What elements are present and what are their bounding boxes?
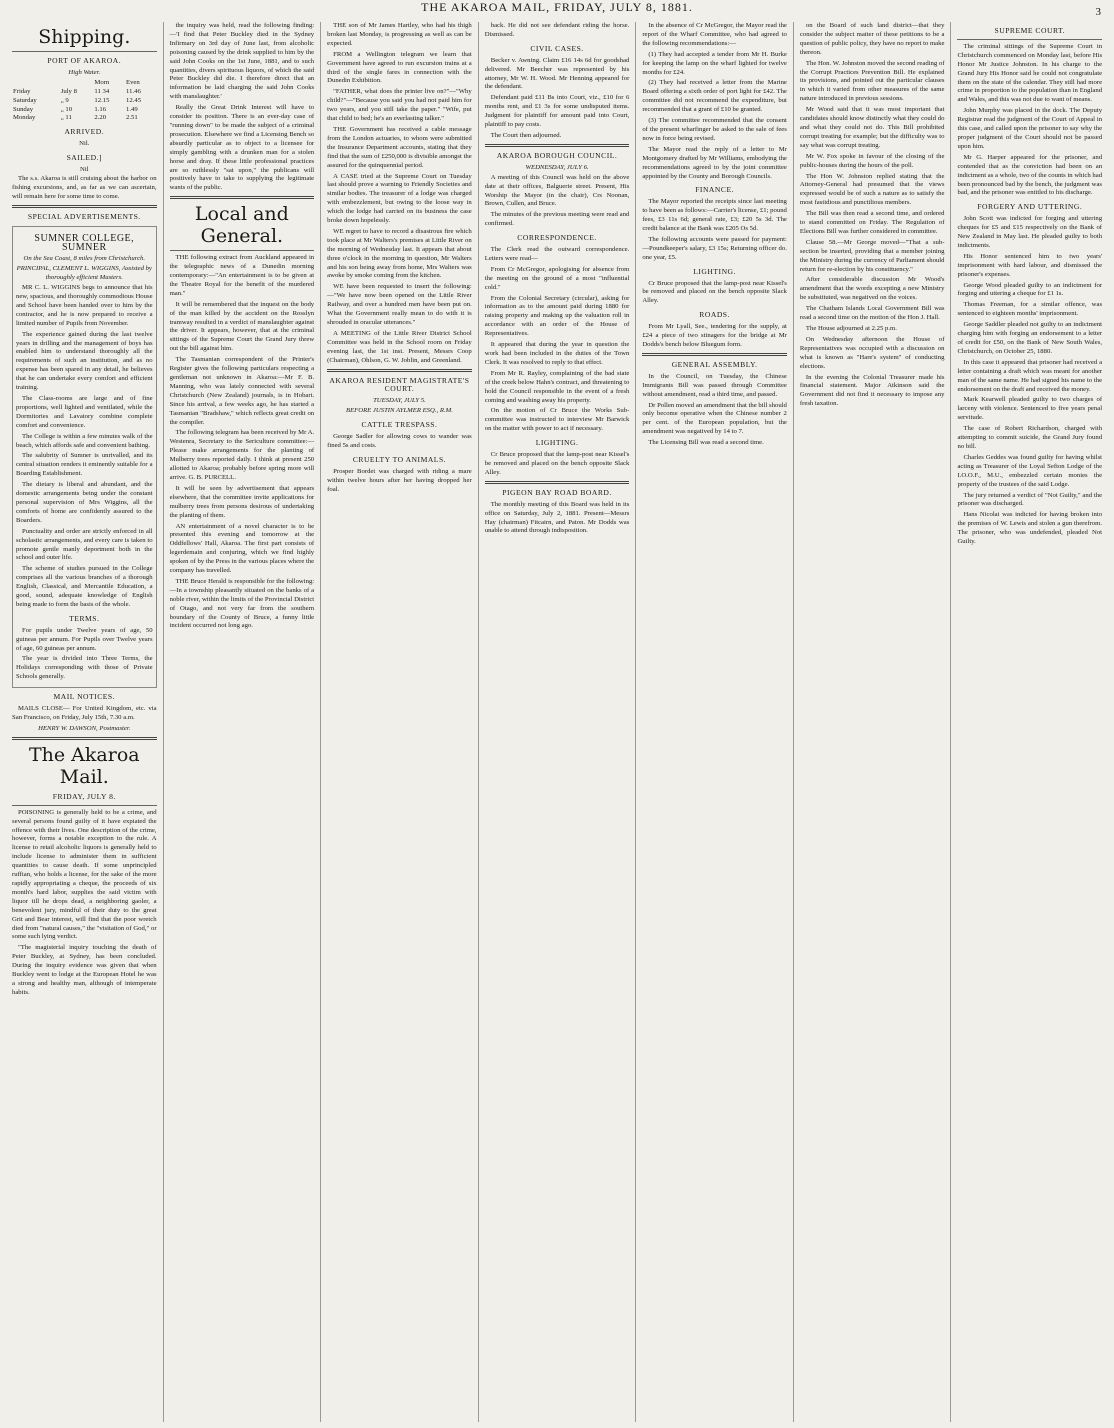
masthead-title: THE AKAROA MAIL, FRIDAY, JULY 8, 1881. [421,0,693,14]
article-paragraph: On the motion of Cr Bruce the Works Sub-committee was instructed to interview Mr Barwick on the matter with power to act if necessary. [484,407,630,433]
article-paragraph: From the Colonial Secretary (circular), asking for information as to the amount paid during 1880 for raising property and making up the valuation roll in accordance with an order of the House of Representatives. [484,294,630,338]
section-heading: FINANCE. [695,185,734,195]
tide-cell: 11.46 [125,87,141,95]
arrived-nil: Nil. [79,140,90,148]
local-paragraph: The Tasmanian correspondent of the Printer's Register gives the following particulars respecting a gentleman not unknown in Akaroa:—Mr F. B. Manning, who was lately connected with several Christchurch (New Zealand) journals, is in Hobart. Since his arrival, a few weeks ago, he has started a Tasmanian "Bradshaw," which reflects great credit on the compiler. [169,356,315,426]
article-paragraph: John Murphy was placed in the dock. The Deputy Registrar read the judgment of the Court of Appeal in this case, and called upon the prisoner to say why the proper judgment of the Court should not be passed upon him. [957,107,1103,150]
tide-cell: 12.45 [125,96,142,104]
article-paragraph: Cr Bruce proposed that the lamp-post near Kissel's be removed and placed on the bench opposite Slack Alley. [484,451,630,476]
leader-paragraph: "The magisterial inquiry touching the death of Peter Buckley, at Sydney, has been concluded. During the inquiry evidence was given that when Buckley went to lodge at the European Hotel he was a strong and healthy man, although of intemperate habits. [12,944,157,996]
tide-cell: 1.49 [125,105,138,113]
article-paragraph: Mr W. Fox spoke in favour of the closing of the public-houses during the hours of the poll. [799,152,945,169]
section-heading: FORGERY AND UTTERING. [977,202,1083,212]
article-paragraph: A MEETING of the Little River District School Committee was held in the School room on Friday evening last, the 1st inst. Present, Messrs Coop (Chairman), Ohlson, G. W. Joblin, and Greenland. [327,329,472,364]
article-paragraph: Dr Pollen moved an amendment that the bill should only become operative when the Chinese number 2 per cent. of the European population, but the amendment was negatived by 14 to 7. [642,401,787,436]
article-paragraph: Mr Wood said that it was most important that candidates should know distinctly what they could do and what they could not do. This Bill prohibited corrupt treating for example; but the difficulty was to say what was corrupt treating. [799,106,945,149]
mail-notice-text: MAILS CLOSE— For United Kingdom, etc. via San Francisco, on Friday, July 15th, 7.30 a.m. [12,705,157,721]
article-paragraph: His Honor sentenced him to two years' imprisonment with hard labour, and dismissed the prisoner's expenses. [957,252,1103,278]
article-paragraph: Charles Geddes was found guilty for having whilst acting as Treasurer of the Loyal Sefton Lodge of the I.O.O.F., M.U., embezzled certain monies the property of the trustees of the said Lodge. [957,453,1103,488]
divider [12,737,157,740]
ad-paragraph: MR C. L. WIGGINS begs to announce that his new, spacious, and thoroughly commodious House and School have been handed over to him by the contractor, and he is now prepared to receive a limited number of Pupils from November. [16,284,153,327]
column-4 [478,22,636,1422]
tide-cell: 1.16 [94,105,107,113]
tide-cell: July 8 [60,87,77,95]
divider [327,369,472,372]
divider [485,481,630,484]
article-paragraph: In this case it appeared that prisoner had received a letter containing a draft which was meant for another man of the same name. He had signed his name to the endorsement on the draft and received the money. [957,358,1103,393]
ad-paragraph: The dietary is liberal and abundant, and the domestic arrangements being under the constant personal supervision of Mrs Wiggins, all the comforts of home are confidently assured to the Boarders. [16,481,153,524]
article-paragraph: In the Council, on Tuesday, the Chinese Immigrants Bill was passed through Committee without amendment, read a third time, and passed. [642,372,787,398]
arrived-heading: ARRIVED. [64,127,105,137]
article-paragraph: George Wood pleaded guilty to an indictment for forging and uttering a cheque for £1 1s. [957,281,1103,298]
article-paragraph: Hans Nicolai was indicted for having broken into the premises of W. Lewis and stolen a gun therefrom. The prisoner, who was undefended, pleaded Not Guilty. [957,511,1103,546]
article-paragraph: The Court then adjourned. [490,131,562,139]
tide-cell: 2.20 [94,114,107,122]
article-paragraph: Becker v. Awning. Claim £16 14s 6d for goodshad delivered. Mr Beecher was represented by his attorney, Mr W. H. Wood. Mr Henning appeared for the defendant. [484,56,630,91]
ad-paragraph: The Class-rooms are large and of fine proportions, well lighted and ventilated, while the Dormitories and Lavatory combine complete comfort and convenience. [16,395,153,429]
divider [485,144,630,147]
article-paragraph: The Clerk read the outward correspondence. Letters were read— [484,246,630,262]
sailed-heading: SAILED.] [66,153,102,163]
port-heading: PORT OF AKAROA. [47,56,122,65]
college-principal: PRINCIPAL, CLEMENT L. WIGGINS, Assisted by thoroughly efficient Masters. [16,265,152,282]
tide-cell: 12.15 [94,96,110,104]
local-paragraph: THE Bruce Herald is responsible for the following:—In a township pleasantly situated on the banks of a noble river, within the limits of the Provincial District of Otago, and not very far from the southern boundary of the County of Bruce, a funny little incident occurred not long ago. [169,577,315,630]
case-text: Prosper Bordet was charged with riding a mare within twelve hours after her having dropped her foal. [327,467,472,493]
terms-heading: TERMS. [69,613,100,623]
road-board-heading: PIGEON BAY ROAD BOARD. [502,487,612,497]
article-paragraph: (2) They had received a letter from the Marine Board offering a sixth order of port light for £42. The committee did not recommend the expenditure, but recommended that a grant of £10 be granted. [642,79,787,114]
column-6 [793,22,951,1422]
section-heading: LIGHTING. [693,266,736,276]
article-paragraph: The Licensing Bill was read a second time. [648,439,764,447]
article-paragraph: A CASE tried at the Supreme Court on Tuesday last should prove a warning to Friendly Societies and similar bodies. The treasurer of a lodge was charged with embezzlement, but owing to the loose way in which the lodge had carried on its business the case broke down hopelessly. [327,172,472,225]
local-general-heading: Local and General. [194,203,289,248]
court-magistrate: BEFORE JUSTIN AYLMER ESQ., R.M. [346,407,453,415]
article-paragraph: on the Board of such land district—that they consider the subject matter of these petitions to be a question of public policy, they have no report to make thereon. [799,22,945,56]
article-paragraph: From Cr McGregor, apologising for absence from the meeting on the ground of a most "influential cold." [484,265,630,291]
special-ads-heading: SPECIAL ADVERTISEMENTS. [27,211,141,221]
article-paragraph: The minutes of the previous meeting were read and confirmed. [484,211,630,228]
tide-cell: Friday [13,87,31,95]
shipping-note: The s.s. Akaroa is still cruising about the harbor on fishing excursions, and, as far as we can ascertain, will remain here for some time to come. [12,174,157,200]
article-paragraph: "FATHER, what does the printer live on?"—"Why child?"—"Because you said you had not paid him for two years, and you still take the paper." "Wife, put that child to bed; he's an everlasting talker." [327,88,472,123]
divider [12,51,157,52]
leader-paragraph: POISONING is generally held to be a crime, and several persons found guilty of it have expiated the offence with their lives. One description of the crime, however, forms a notable exception to the rule. A license to retail alcoholic liquors is generally held to include license to administer them in sufficient quantities to cause death. If some unprincipled ruffian, who holds a license, for the sake of the more rapidly appropriating a cheque, the proceeds of six month's hard labor, supplies the said victim with liquor till he drops dead, a neighboring gaoler, a benevolent jury, mindful of their duty to the great Grit and Bear interest, will find that the poor wretch died from "natural causes," the "visitation of God," or some such lying verdict. [12,808,157,941]
tide-cell: 11 34 [94,87,110,95]
article-paragraph: From Mr Lyall, See., tendering for the supply, at £24 a piece of two stinagers for the bridge at Mr Dodds's bench below Bluegum form. [642,323,787,348]
divider [642,353,787,356]
tide-cell: 2.51 [125,114,138,122]
article-paragraph: George Saddler pleaded not guilty to an indictment charging him with forging an endorsement to a letter of credit for £50, on the Bank of New South Wales, Christchurch, on October 25, 1880. [957,321,1103,355]
article-paragraph: Thomas Freeman, for a similar offence, was sentenced to eighteen months' imprisonment. [957,301,1103,318]
article-paragraph: WE have been requested to insert the following:—"We have now been opened on the Little River Railway, and over a hundred men have been put on. What the Government really mean to do with it is shrouded in oracular utterances." [327,283,472,326]
column-1 [6,22,163,1422]
local-paragraph: THE following extract from Auckland appeared in the telegraphic news of a Dunedin morning contemporary:—"An entertainment is to be given at the Theatre Royal for the benefit of the murdered man." [169,254,315,297]
tide-header [12,79,157,88]
tide-head-cell [60,79,94,88]
article-paragraph: From Mr R. Rayley, complaining of the bad state of the creek below Hahn's contract, and threatening to hold the Council responsible in the event of a fresh coming and washing away his property. [484,369,630,404]
article-paragraph: WE regret to have to record a disastrous fire which took place at Mr Walters's premises at Little River on the morning of Wednesday last. It appears that about three o'clock in the morning in question, Mr Walters and his son being away from home, Mrs Walters was awoke by smoke coming from the kitchen. [327,227,472,280]
case-heading: CRUELTY TO ANIMALS. [352,454,447,464]
local-paragraph: AN entertainment of a novel character is to be presented this evening and tomorrow at the Oddfellows' Hall, Akaroa. The first part consists of legerdemain and conjuring, which we find highly spoken of by the Press in the various places where the company has travelled. [169,522,315,575]
divider [957,39,1102,40]
article-paragraph: THE Government has received a cable message from the London actuaries, to whom were submitted the Insurance Department accounts, stating that they find that the sum of £250,000 is divisible amongst the assured for the quinquennial period. [327,125,472,169]
ad-paragraph: The College is within a few minutes walk of the beach, which affords safe and convenient bathing. [16,432,153,449]
article-paragraph: (3) The committee recommended that the consent of the present wharfinger be asked to the sale of fees now in force being revised. [642,117,787,142]
tide-head-cell: Morn [94,78,110,86]
article-paragraph: The Mayor reported the receipts since last meeting to have been as follows:—Carrier's license, £1; pound fees, £3 11s 6d; general rate, £3; £20 5s 3d. The credit balance at the Bank was £205 Os 5d. [642,198,787,233]
case-heading: CATTLE TRESPASS. [361,420,438,430]
article-paragraph: (1) They had accepted a tender from Mr H. Burke for keeping the lamp on the wharf lighted for twelve months for £24. [642,50,787,76]
tide-cell: „ 11 [60,114,72,122]
article-paragraph: Clause 58.—Mr George moved—"That a sub-section be inserted, providing that a member joining the Ministry during the currency of Parliament should return for re-election by his constituency." [799,238,945,273]
column-2 [163,22,321,1422]
ad-paragraph: Punctuality and order are strictly enforced in all scholastic arrangements, and every care is taken to promote gentle manly deportment both in the school and outer life. [16,527,153,562]
local-paragraph: It will be remembered that the inquest on the body of the man killed by the accident on the Rosslyn tramway resulted in a verdict of manslaughter against the driver. It appears, however, that at the criminal sittings of the Supreme Court the Grand Jury threw out the bill against him. [169,300,315,353]
supreme-court-heading: SUPREME COURT. [994,26,1066,35]
article-paragraph: The Bill was then read a second time, and ordered to stand committed on Friday. The Regulation of Elections Bill was further considered in committee. [799,210,945,235]
tide-cell: Saturday [13,96,37,104]
high-water-label: High Water. [68,68,101,76]
sailed-nil: Nil [80,166,89,174]
tide-head-cell [12,79,60,88]
article-paragraph: A meeting of this Council was held on the above date at their offices, Balguerie street. Present, His Worship the Mayor (in the chair), Crs Noonan, Brown, Cullen, and Bruce. [484,173,630,208]
article-paragraph: The Chatham Islands Local Government Bill was read a second time on the motion of the Hon J. Hall. [799,305,945,322]
ad-paragraph: The salubrity of Sumner is unrivalled, and its central situation renders it eminently suitable for a Boarding Establishment. [16,452,153,478]
section-heading: CIVIL CASES. [530,43,584,53]
divider [12,805,157,806]
masthead [0,0,1114,22]
paper-nameplate: The Akaroa Mail. [28,743,140,788]
postmaster-signature: HENRY W. DAWSON, Postmaster. [38,724,131,732]
article-paragraph: In the evening the Colonial Treasurer made his financial statement. Major Atkinson said the Government did not find it necessary to impose any fresh taxation. [799,373,945,408]
college-advertisement [12,226,157,689]
divider [170,250,315,251]
issue-date: FRIDAY, JULY 8. [52,791,116,801]
court-date: TUESDAY, JULY 5. [373,397,426,405]
tide-cell: Monday [13,114,36,122]
tide-table [12,79,157,124]
shipping-heading: Shipping. [38,26,131,48]
council-date: WEDNESDAY, JULY 6. [525,163,589,171]
terms-text: For pupils under Twelve years of age, 50 guineas per annum. For Pupils over Twelve years of age, 60 guineas per annum. [16,626,153,652]
article-paragraph: Defendant paid £11 Bs into Court, viz., £10 for 6 months rent, and £1 3s for some undisputed items. Judgment for plaintiff for amount paid into Court, plaintiff to pay costs. [484,94,630,129]
article-paragraph: THE son of Mr James Hartley, who had his thigh broken last Monday, is progressing as well as can be expected. [327,22,472,47]
article-paragraph: FROM a Wellington telegram we learn that Government have agreed to run excursion trains at a third of the single fares in connection with the Dunedin Exhibition. [327,50,472,85]
tide-row [12,88,157,97]
tide-cell: Sunday [13,105,34,113]
article-paragraph: The Hon W. Johnston replied stating that the Attorney-General had presumed that the views expressed would be of such a nature as to satisfy the most fastidious and punctilious members. [799,172,945,207]
article-paragraph: The Mayor read the reply of a letter to Mr Montgomery drafted by Mr Williams, embodying the recommendations agreed to by the joint committee appointed by the County and Borough Councils. [642,145,787,180]
article-paragraph: The Hon. W. Johnston moved the second reading of the Corrupt Practices Prevention Bill. He explained its provisions, and pointed out the particular clauses in which it varied from other measures of the same nature introduced in previous sessions. [799,59,945,103]
article-paragraph: The monthly meeting of this Board was held in its office on Saturday, July 2, 1881. Present—Messrs Hay (chairman) Fitcairn, and Paton. Mr Dodds was unable to attend through indisposition. [484,500,630,535]
local-paragraph: The following telegram has been received by Mr A. Westenra, Secretary to the Sericulture committee:—Please make arrangements for the planting of Mulberry trees reported daily. I think at present 250 allotted to Akaroa; probably before spring more will arrive. G. B. PURCELL. [169,429,315,481]
article-paragraph: Mr G. Harper appeared for the prisoner, and contended that as the conviction had been on an indictment as a whole, two of the counts in which had been pronounced bad by the bench, the judgment was bad, and the prisoner was entitled to his discharge. [957,153,1103,197]
article-paragraph: In the absence of Cr McGregor, the Mayor read the report of the Wharf Committee, who had agreed to the following recommendations:— [642,22,787,47]
mail-notices-heading: MAIL NOTICES. [53,692,116,702]
college-title: SUMNER COLLEGE, SUMNER [34,232,135,253]
local-paragraph: It will be seen by advertisement that appears elsewhere, that the committee invite applications for mulberry trees from persons desirous of undertaking the planting of them. [169,484,315,519]
article-paragraph: The jury returned a verdict of "Not Guilty," and the prisoner was discharged. [957,491,1103,508]
case-text: George Sadler for allowing cows to wander was fined 5s and costs. [327,433,472,449]
article-paragraph: Really the Great Drink Interest will have to consider its position. There is an ever-day case of "running down" to be made the subject of a criminal prosecution. Elsewhere we find a Licensing Bench so absurdly particular as to object to a licensee for simply gambling with a drunken man for a stolen horse and dray. If these little professional practices are so ruthlessly "sat upon," the publicans will positively have to take to supplying the legitimate wants of the public. [169,104,315,192]
tide-cell: „ 10 [60,105,73,113]
section-heading: ROADS. [699,310,730,320]
column-3 [320,22,478,1422]
ad-paragraph: The scheme of studies pursued in the College comprises all the various branches of a thorough English, Classical, and Mercantile Education, a good, sound, adequate knowledge of English being made to form the basis of the whole. [16,565,153,608]
terms-text: The year is divided into Three Terms, the Holidays corresponding with those of Private Schools generally. [16,655,153,681]
article-paragraph: John Scott was indicted for forging and uttering cheques for £5 and £15 respectively on the Bank of New Zealand in May last. He pleaded guilty to both indictments. [957,215,1103,249]
court-heading: AKAROA RESIDENT MAGISTRATE'S COURT. [329,375,470,394]
divider [170,196,315,199]
tide-head-cell: Even [125,78,140,86]
article-paragraph: It appeared that during the year in question the work had been included in the duties of the Town Clerk. It was resolved to reply to that effect. [484,341,630,366]
article-paragraph: After considerable discussion Mr Wood's amendment that the words excepting a new Ministry be substituted, was negatived on the voices. [799,276,945,302]
tide-row [12,114,157,123]
article-paragraph: back. He did not see defendant riding the horse. Dismissed. [484,22,630,38]
college-subtitle: On the Sea Coast, 8 miles from Christchurch. [23,255,146,263]
ad-paragraph: The experience gained during the last twelve years in drilling and the management of boys has enabled him to understand thoroughly all the requirements of such an institution, and as no expense has been spared in any detail, he believes that he can undertake every comfort and efficient training. [16,330,153,392]
article-paragraph: The House adjourned at 2.25 p.m. [805,325,897,332]
article-paragraph: The criminal sittings of the Supreme Court in Christchurch commenced on Monday last, before His Honor Mr Justice Johnston. In his charge to the Grand Jury His Honor said he could not congratulate them on the state of the calendar. They still had more crime in proportion to the population than in England and Wales, and this was not due to want of means. [957,42,1103,104]
article-paragraph: The following accounts were passed for payment:—Poundkeeper's salary, £3 15s; Returning officer do. one year, £5. [642,235,787,261]
article-paragraph: Cr Bruce proposed that the lamp-post near Kissel's be removed and placed on the bench opposite Slack Alley. [642,279,787,305]
tide-row [12,97,157,106]
page-number: 3 [1095,6,1102,18]
tide-row [12,106,157,115]
columns [6,22,1108,1422]
column-5 [635,22,793,1422]
assembly-heading: GENERAL ASSEMBLY. [671,359,758,369]
section-heading: CORRESPONDENCE. [517,233,597,243]
divider [12,205,157,208]
council-heading: AKAROA BOROUGH COUNCIL. [496,150,618,160]
tide-cell: „ 9 [60,96,69,104]
column-7 [950,22,1108,1422]
section-heading: LIGHTING. [535,438,579,448]
article-paragraph: On Wednesday afternoon the House of Representatives was occupied with a discussion on what is known as "Hare's system" of conducting elections. [799,335,945,370]
article-paragraph: the inquiry was held, read the following finding:—'I find that Peter Buckley died in the Sydney Infirmary on 3rd day of June last, from alcoholic poisoning caused by the drink supplied to him by the said John Cooks on the 1st June, 1881, and to such quantities, divers spirituous liquors, of which the said Peter Buckley did die. I therefore direct that an information be laid charging the said John Cooks with manslaughter.' [169,22,315,101]
article-paragraph: The case of Robert Richardson, charged with attempting to commit suicide, the Grand Jury found no bill. [957,425,1103,450]
article-paragraph: Mark Kearwell pleaded guilty to two charges of larceny with violence. Sentenced to five years penal servitude. [957,396,1103,422]
